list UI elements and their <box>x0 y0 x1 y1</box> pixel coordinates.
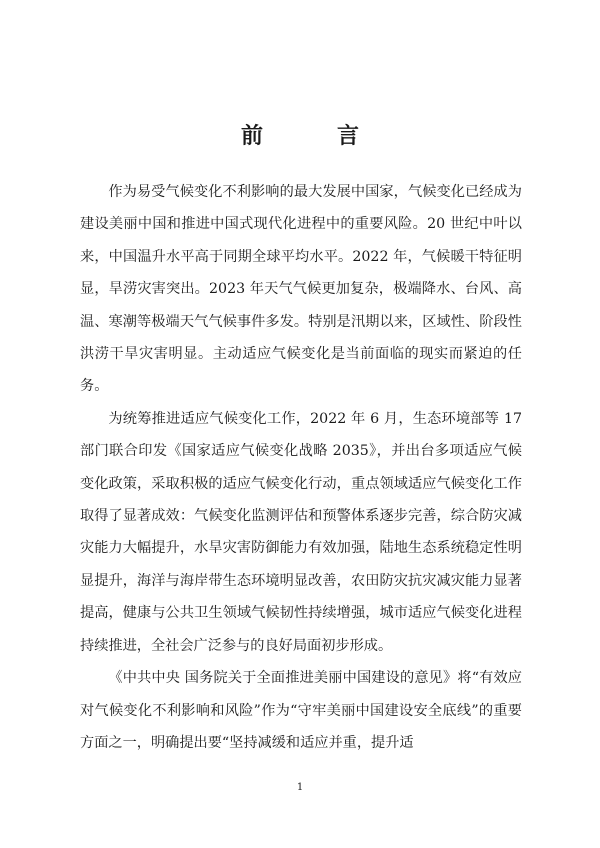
page-number: 1 <box>296 782 304 793</box>
paragraph-1: 作为易受气候变化不利影响的最大发展中国家，气候变化已经成为建设美丽中国和推进中国式现代化进程中的重要风险。20 世纪中叶以来，中国温升水平高于同期全球平均水平。2022 年，气候暖干特征明显，旱涝灾害突出。2023 年天气气候更加复杂，极端降水、台风、高温、寒潮等极端天气气候事件多发。特别是汛期以来，区域性、阶段性洪涝干旱灾害明显。主动适应气候变化是当前面临的现实而紧迫的任务。 <box>80 184 522 395</box>
paragraph-2: 为统筹推进适应气候变化工作，2022 年 6 月，生态环境部等 17 部门联合印发《国家适应气候变化战略 2035》，并出台多项适应气候变化政策，采取积极的适应气候变化行动，重点领域适应气候变化工作取得了显著成效：气候变化监测评估和预警体系逐步完善，综合防灾减灾能力大幅提升，水旱灾害防御能力有效加强，陆地生态系统稳定性明显提升，海洋与海岸带生态环境明显改善，农田防灾抗灾减灾能力显著提高，健康与公共卫生领域气候韧性持续增强，城市适应气候变化进程持续推进，全社会广泛参与的良好局面初步形成。 <box>80 410 522 654</box>
page-title: 前 言 <box>240 124 385 149</box>
body-text <box>80 176 522 759</box>
paragraph-3: 《中共中央 国务院关于全面推进美丽中国建设的意见》将“有效应对气候变化不利影响和风险”作为“守牢美丽中国建设安全底线”的重要方面之一，明确提出要“坚持减缓和适应并重，提升适 <box>80 670 522 751</box>
